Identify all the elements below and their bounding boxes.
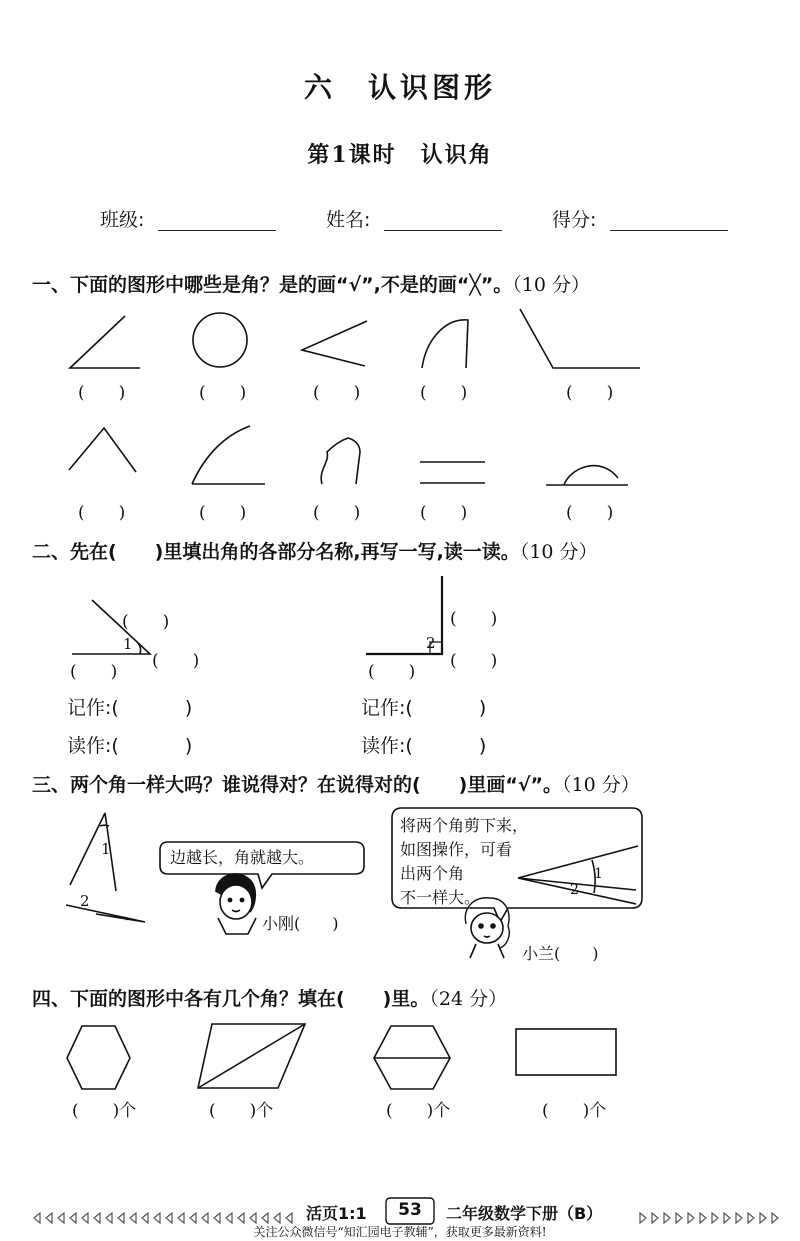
- footer-arrows-left: [34, 1213, 292, 1223]
- q4-parallelogram-with-diagonal: [198, 1024, 305, 1088]
- q4-hexagon-split: [374, 1026, 450, 1089]
- q2-blank-1-side[interactable]: ( ): [122, 612, 170, 632]
- q1-answer-blank-10[interactable]: ( ): [566, 503, 614, 523]
- q2-record-1[interactable]: 记作:( ): [67, 697, 193, 719]
- q1-shape-angle-d: [69, 428, 136, 472]
- q1-shape-angle-a: [70, 316, 140, 368]
- q2-blank-2-vertex[interactable]: ( ): [450, 651, 498, 671]
- lesson-title: 第1课时 认识角: [307, 142, 493, 168]
- q1-shape-circle: [193, 313, 247, 367]
- q2-angle-1-number: 1: [123, 635, 133, 653]
- q4-answer-blank-4[interactable]: ( )个: [542, 1101, 607, 1121]
- q2-read-1[interactable]: 读作:( ): [67, 735, 193, 757]
- xiaolan-speech-text: 将两个角剪下来， 如图操作，可看 出两个角 不一样大。: [400, 816, 529, 907]
- footer-page-number: 53: [398, 1200, 422, 1220]
- q1-shape-angle-b: [302, 321, 367, 366]
- q3-overlay-number-1: 1: [594, 866, 603, 882]
- q2-blank-1-bottom[interactable]: ( ): [70, 662, 118, 682]
- q4-rectangle: [516, 1029, 616, 1075]
- q2-angle-2-number: 2: [426, 634, 436, 652]
- q1-shape-parallel-lines: [420, 462, 485, 483]
- footer-arrows-right: [640, 1213, 778, 1223]
- footer-notice: 关注公众微信号“知汇园电子教辅”，获取更多最新资料!: [253, 1225, 547, 1239]
- q3-angle-1-arc: [100, 825, 109, 826]
- q4-answer-blank-3[interactable]: ( )个: [386, 1101, 451, 1121]
- q2-blank-1-vertex[interactable]: ( ): [152, 651, 200, 671]
- q1-shape-arc-line: [192, 426, 265, 484]
- q1-answer-blank-6[interactable]: ( ): [78, 503, 126, 523]
- q1-shape-angle-c: [520, 309, 640, 368]
- q1-shape-rough: [321, 438, 360, 484]
- q2-blank-2-side[interactable]: ( ): [450, 609, 498, 629]
- footer-book-title: 二年级数学下册（B）: [446, 1204, 603, 1223]
- q1-answer-blank-2[interactable]: ( ): [199, 383, 247, 403]
- q3-angle-2-number: 2: [80, 892, 90, 910]
- q1-shape-dome: [546, 466, 628, 485]
- q1-answer-blank-5[interactable]: ( ): [566, 383, 614, 403]
- q1-answer-blank-3[interactable]: ( ): [313, 383, 361, 403]
- q4-answer-blank-1[interactable]: ( )个: [72, 1101, 137, 1121]
- question-3-prompt: 三、两个角一样大吗？谁说得对？在说得对的( )里画“√”。（10 分）: [32, 774, 640, 796]
- q3-angle-2: [66, 905, 145, 922]
- xiaogang-speech-text: 边越长，角就越大。: [170, 848, 315, 867]
- q4-hexagon: [67, 1026, 130, 1089]
- q4-answer-blank-2[interactable]: ( )个: [209, 1101, 274, 1121]
- footer-left-text: 活页1:1: [306, 1204, 367, 1223]
- q2-blank-2-bottom[interactable]: ( ): [368, 662, 416, 682]
- q1-answer-blank-8[interactable]: ( ): [313, 503, 361, 523]
- q1-answer-blank-7[interactable]: ( ): [199, 503, 247, 523]
- xiaogang-answer[interactable]: 小刚( ): [262, 914, 339, 933]
- unit-title: 六 认识图形: [303, 71, 496, 104]
- class-field-label: 班级:: [100, 209, 145, 231]
- q2-record-2[interactable]: 记作:( ): [361, 697, 487, 719]
- score-field-label: 得分:: [552, 209, 597, 231]
- q1-answer-blank-1[interactable]: ( ): [78, 383, 126, 403]
- q1-shape-curve: [422, 320, 468, 368]
- q3-overlay-number-2: 2: [570, 882, 579, 898]
- question-4-prompt: 四、下面的图形中各有几个角？填在( )里。（24 分）: [32, 988, 508, 1010]
- q1-answer-blank-4[interactable]: ( ): [420, 383, 468, 403]
- xiaolan-answer[interactable]: 小兰( ): [522, 944, 599, 963]
- q3-angle-1-number: 1: [101, 840, 111, 858]
- xiaogang-character: [216, 874, 256, 934]
- question-2-prompt: 二、先在( )里填出角的各部分名称,再写一写,读一读。（10 分）: [32, 541, 598, 563]
- q1-answer-blank-9[interactable]: ( ): [420, 503, 468, 523]
- q2-read-2[interactable]: 读作:( ): [361, 735, 487, 757]
- name-field-label: 姓名:: [326, 209, 371, 231]
- question-1-prompt: 一、下面的图形中哪些是角？是的画“√”,不是的画“╳”。（10 分）: [32, 274, 590, 296]
